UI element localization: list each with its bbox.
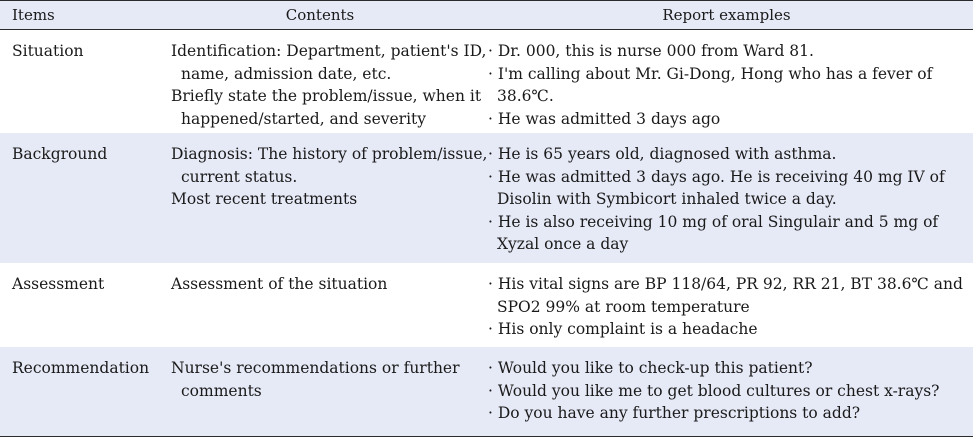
row-examples (488, 357, 973, 436)
example-line: · His vital signs are BP 118/64, PR 92, RR 21, BT 38.6℃ and SPO2 99% at room temperature (488, 275, 963, 316)
header-items: Items (12, 6, 55, 24)
example-line: · I'm calling about Mr. Gi-Dong, Hong who has a fever of 38.6℃. (488, 64, 933, 105)
row-item: Background (12, 145, 108, 163)
example-line: · Dr. 000, this is nurse 000 from Ward 81. (488, 42, 814, 60)
row-examples (488, 40, 973, 133)
table-row-situation (0, 30, 973, 133)
contents-line: Diagnosis: The history of problem/issue, current status. (171, 145, 488, 186)
row-item: Situation (12, 42, 84, 60)
example-line: · He was admitted 3 days ago (488, 109, 721, 128)
contents-line: Most recent treatments (171, 190, 358, 208)
row-contents (160, 273, 488, 347)
example-line: · Would you like me to get blood cultures or chest x-rays? (488, 381, 940, 400)
example-line: · Would you like to check-up this patient? (488, 359, 813, 377)
example-line: · His only complaint is a headache (488, 320, 758, 338)
row-item: Assessment (12, 275, 105, 293)
row-examples (488, 143, 973, 263)
contents-line: Identification: Department, patient's ID, name, admission date, etc. (171, 42, 487, 83)
example-line: · He was admitted 3 days ago. He is receiving 40 mg IV of Disolin with Symbicort inhaled twice a day. (488, 167, 945, 208)
row-item: Recommendation (12, 359, 150, 377)
contents-line: Nurse's recommendations or further comments (171, 359, 460, 400)
example-line: · Do you have any further prescriptions to add? (488, 404, 861, 422)
table-row-assessment (0, 263, 973, 347)
example-line: · He is 65 years old, diagnosed with asthma. (488, 145, 837, 163)
header-examples: Report examples (662, 6, 791, 24)
contents-line: Briefly state the problem/issue, when it happened/started, and severity (171, 87, 482, 128)
table-row-recommendation (0, 347, 973, 436)
header-contents: Contents (285, 6, 355, 24)
row-contents (160, 40, 488, 133)
example-line: · He is also receiving 10 mg of oral Singulair and 5 mg of Xyzal once a day (488, 212, 939, 253)
row-contents (160, 357, 488, 436)
row-contents (160, 143, 488, 263)
table-row-background (0, 133, 973, 263)
contents-line: Assessment of the situation (171, 275, 388, 293)
table-header (0, 1, 973, 30)
row-examples (488, 273, 973, 347)
